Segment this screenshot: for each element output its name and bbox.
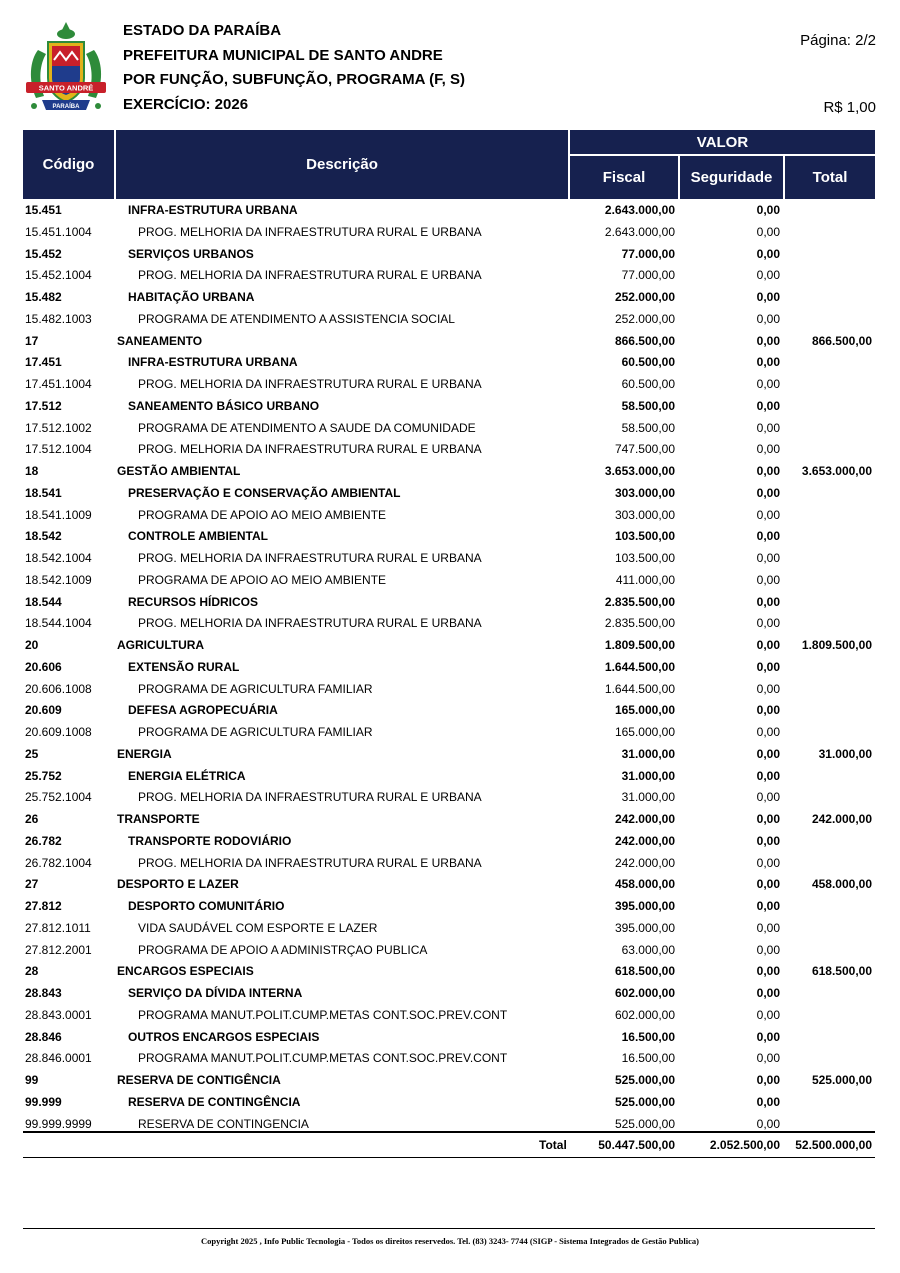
cell-descricao: PROGRAMA DE APOIO A ADMINISTRÇAO PUBLICA (138, 942, 428, 957)
cell-descricao: PROG. MELHORIA DA INFRAESTRUTURA RURAL E URBANA (138, 442, 482, 457)
cell-fiscal: 58.500,00 (621, 420, 675, 435)
report-header (123, 19, 465, 117)
cell-codigo: 28.843.0001 (25, 1007, 92, 1022)
table-row (23, 526, 875, 548)
cell-codigo: 18.542.1004 (25, 551, 92, 565)
cell-fiscal: 58.500,00 (621, 398, 675, 413)
cell-seguridade: 0,00 (756, 855, 780, 870)
cell-descricao: PROGRAMA DE APOIO AO MEIO AMBIENTE (138, 507, 387, 522)
cell-codigo: 15.452.1004 (25, 268, 92, 283)
total-row (23, 1134, 875, 1156)
cell-descricao: ENCARGOS ESPECIAIS (117, 964, 254, 979)
cell-fiscal: 60.500,00 (621, 377, 675, 391)
cell-codigo: 17 (25, 333, 39, 348)
table-row (23, 483, 875, 505)
cell-seguridade: 0,00 (756, 703, 780, 718)
cell-fiscal: 2.835.500,00 (604, 594, 675, 609)
footer-divider (23, 1228, 875, 1229)
cell-total: 866.500,00 (811, 333, 872, 348)
cell-descricao: OUTROS ENCARGOS ESPECIAIS (128, 1029, 320, 1044)
cell-descricao: SERVIÇOS URBANOS (128, 246, 254, 261)
cell-fiscal: 747.500,00 (614, 442, 675, 457)
table-body (23, 200, 875, 1135)
cell-codigo: 27.812 (25, 899, 62, 913)
table-row (23, 744, 875, 766)
cell-seguridade: 0,00 (756, 964, 780, 979)
cell-codigo: 20.609 (25, 703, 62, 718)
cell-seguridade: 0,00 (756, 1116, 780, 1131)
cell-fiscal: 103.500,00 (614, 529, 675, 544)
table-row (23, 874, 875, 896)
cell-seguridade: 0,00 (756, 768, 780, 783)
cell-seguridade: 0,00 (756, 899, 780, 913)
table-row (23, 635, 875, 657)
total-fiscal: 50.447.500,00 (598, 1138, 675, 1152)
cell-fiscal: 411.000,00 (615, 572, 675, 587)
cell-seguridade: 0,00 (756, 681, 780, 696)
cell-codigo: 99.999.9999 (25, 1116, 92, 1131)
cell-seguridade: 0,00 (756, 725, 780, 739)
cell-descricao: PROG. MELHORIA DA INFRAESTRUTURA RURAL E URBANA (138, 377, 482, 391)
table-row (23, 1005, 875, 1027)
cell-seguridade: 0,00 (756, 333, 780, 348)
table-row (23, 613, 875, 635)
col-header-codigo: Código (23, 130, 114, 199)
table-row (23, 1027, 875, 1049)
cell-descricao: PROG. MELHORIA DA INFRAESTRUTURA RURAL E URBANA (138, 268, 482, 283)
table-row (23, 396, 875, 418)
seal-banner-top: SANTO ANDRÉ (38, 83, 94, 93)
total-bottom-divider (23, 1157, 875, 1158)
table-row (23, 352, 875, 374)
cell-descricao: SERVIÇO DA DÍVIDA INTERNA (128, 986, 303, 1000)
table-row (23, 374, 875, 396)
cell-fiscal: 303.000,00 (614, 485, 675, 500)
cell-total: 3.653.000,00 (801, 464, 872, 478)
cell-codigo: 15.451.1004 (25, 224, 92, 239)
cell-seguridade: 0,00 (756, 1073, 780, 1087)
cell-fiscal: 525.000,00 (614, 1094, 675, 1109)
cell-descricao: PROGRAMA DE ATENDIMENTO A ASSISTENCIA SOCIAL (138, 311, 455, 326)
cell-codigo: 20.609.1008 (25, 725, 92, 739)
cell-descricao: DESPORTO COMUNITÁRIO (128, 899, 285, 913)
cell-fiscal: 16.500,00 (621, 1029, 675, 1044)
cell-seguridade: 0,00 (756, 659, 780, 674)
cell-seguridade: 0,00 (756, 594, 780, 609)
table-row (23, 461, 875, 483)
cell-codigo: 18.541 (25, 485, 62, 500)
cell-codigo: 26.782 (25, 833, 62, 848)
table-row (23, 918, 875, 940)
cell-total: 242.000,00 (811, 812, 872, 826)
cell-seguridade: 0,00 (756, 551, 780, 565)
cell-total: 1.809.500,00 (801, 638, 872, 652)
cell-fiscal: 602.000,00 (614, 1007, 675, 1022)
cell-fiscal: 242.000,00 (614, 855, 675, 870)
cell-seguridade: 0,00 (756, 1051, 780, 1066)
cell-seguridade: 0,00 (756, 246, 780, 261)
table-row (23, 200, 875, 222)
cell-fiscal: 77.000,00 (621, 268, 675, 283)
cell-codigo: 18 (25, 464, 39, 478)
total-divider (23, 1131, 875, 1133)
cell-fiscal: 60.500,00 (621, 355, 675, 370)
cell-codigo: 20.606 (25, 659, 62, 674)
copyright-text: Copyright 2025 , Info Public Tecnologia - Todos os direitos reservedos. Tel. (83) 3243- 7744 (SIGP - Sistema Integrados de Gestão Publica) (201, 1236, 699, 1246)
cell-codigo: 28.846.0001 (25, 1051, 92, 1066)
cell-fiscal: 303.000,00 (614, 507, 675, 522)
cell-codigo: 17.451 (25, 355, 62, 370)
cell-seguridade: 0,00 (756, 1029, 780, 1044)
cell-fiscal: 395.000,00 (614, 899, 675, 913)
cell-seguridade: 0,00 (756, 942, 780, 957)
cell-codigo: 99 (25, 1073, 39, 1087)
cell-seguridade: 0,00 (756, 877, 780, 892)
cell-seguridade: 0,00 (756, 224, 780, 239)
cell-descricao: RECURSOS HÍDRICOS (128, 594, 259, 609)
cell-fiscal: 16.500,00 (621, 1051, 675, 1066)
cell-codigo: 18.542.1009 (25, 572, 92, 587)
cell-seguridade: 0,00 (756, 290, 780, 304)
table-row (23, 940, 875, 962)
currency-unit: R$ 1,00 (823, 99, 876, 116)
cell-seguridade: 0,00 (756, 920, 780, 935)
table-row (23, 766, 875, 788)
col-header-valor: VALOR (570, 130, 875, 154)
cell-codigo: 18.544 (25, 594, 62, 609)
table-row (23, 722, 875, 744)
col-header-fiscal: Fiscal (570, 156, 678, 199)
cell-seguridade: 0,00 (756, 790, 780, 805)
table-row (23, 505, 875, 527)
cell-descricao: TRANSPORTE (117, 812, 200, 826)
cell-seguridade: 0,00 (756, 268, 780, 283)
cell-descricao: PROGRAMA MANUT.POLIT.CUMP.METAS CONT.SOC.PREV.CONT (138, 1007, 508, 1022)
cell-seguridade: 0,00 (756, 986, 780, 1000)
table-row (23, 309, 875, 331)
cell-descricao: PROG. MELHORIA DA INFRAESTRUTURA RURAL E URBANA (138, 551, 482, 565)
table-row (23, 961, 875, 983)
cell-descricao: INFRA-ESTRUTURA URBANA (128, 355, 298, 370)
cell-seguridade: 0,00 (756, 420, 780, 435)
cell-codigo: 15.482.1003 (25, 311, 92, 326)
cell-seguridade: 0,00 (756, 464, 780, 478)
header-state: ESTADO DA PARAÍBA (123, 22, 282, 39)
total-total: 52.500.000,00 (795, 1138, 872, 1152)
cell-descricao: PROGRAMA DE AGRICULTURA FAMILIAR (138, 725, 373, 739)
col-header-descricao: Descrição (116, 130, 568, 199)
cell-codigo: 25.752.1004 (25, 790, 92, 805)
cell-seguridade: 0,00 (756, 203, 780, 217)
cell-fiscal: 2.643.000,00 (604, 224, 675, 239)
cell-codigo: 18.541.1009 (25, 507, 92, 522)
cell-codigo: 17.512.1004 (25, 442, 92, 457)
cell-seguridade: 0,00 (756, 616, 780, 631)
table-row (23, 657, 875, 679)
cell-seguridade: 0,00 (756, 572, 780, 587)
cell-seguridade: 0,00 (756, 442, 780, 457)
col-header-total: Total (785, 156, 875, 199)
cell-seguridade: 0,00 (756, 311, 780, 326)
cell-seguridade: 0,00 (756, 355, 780, 370)
table-row (23, 787, 875, 809)
cell-codigo: 15.452 (25, 246, 62, 261)
cell-total: 618.500,00 (811, 964, 872, 979)
cell-fiscal: 242.000,00 (614, 812, 675, 826)
cell-descricao: SANEAMENTO BÁSICO URBANO (128, 398, 320, 413)
cell-fiscal: 866.500,00 (614, 333, 675, 348)
cell-codigo: 17.512 (25, 398, 62, 413)
header-report-type: POR FUNÇÃO, SUBFUNÇÃO, PROGRAMA (F, S) (123, 71, 465, 88)
table-row (23, 244, 875, 266)
municipal-seal (20, 20, 112, 114)
cell-seguridade: 0,00 (756, 638, 780, 652)
cell-seguridade: 0,00 (756, 507, 780, 522)
cell-descricao: HABITAÇÃO URBANA (128, 290, 255, 304)
cell-descricao: RESERVA DE CONTINGÊNCIA (128, 1094, 301, 1109)
cell-descricao: PROG. MELHORIA DA INFRAESTRUTURA RURAL E URBANA (138, 855, 482, 870)
table-row (23, 1070, 875, 1092)
cell-codigo: 17.451.1004 (25, 377, 92, 391)
cell-fiscal: 1.809.500,00 (604, 638, 675, 652)
cell-codigo: 26 (25, 812, 39, 826)
cell-seguridade: 0,00 (756, 1007, 780, 1022)
table-row (23, 1092, 875, 1114)
cell-codigo: 20 (25, 638, 39, 652)
cell-fiscal: 3.653.000,00 (604, 464, 675, 478)
cell-fiscal: 165.000,00 (614, 725, 675, 739)
cell-fiscal: 252.000,00 (614, 290, 675, 304)
cell-codigo: 17.512.1002 (25, 420, 92, 435)
table-row (23, 265, 875, 287)
cell-descricao: PROGRAMA DE AGRICULTURA FAMILIAR (138, 681, 373, 696)
cell-codigo: 28.843 (25, 986, 62, 1000)
cell-descricao: ENERGIA ELÉTRICA (128, 768, 246, 783)
table-row (23, 439, 875, 461)
table-row (23, 896, 875, 918)
cell-codigo: 15.451 (25, 203, 62, 217)
cell-fiscal: 2.835.500,00 (604, 616, 675, 631)
header-fiscal-year: EXERCÍCIO: 2026 (123, 95, 249, 113)
cell-codigo: 27.812.1011 (25, 920, 91, 935)
cell-descricao: PROG. MELHORIA DA INFRAESTRUTURA RURAL E URBANA (138, 224, 482, 239)
cell-seguridade: 0,00 (756, 833, 780, 848)
header-municipality: PREFEITURA MUNICIPAL DE SANTO ANDRE (123, 46, 443, 64)
cell-descricao: RESERVA DE CONTINGENCIA (138, 1116, 309, 1131)
table-row (23, 700, 875, 722)
cell-fiscal: 31.000,00 (621, 790, 675, 805)
page-number: Página: 2/2 (800, 32, 876, 49)
cell-descricao: TRANSPORTE RODOVIÁRIO (128, 833, 292, 848)
cell-fiscal: 602.000,00 (614, 986, 675, 1000)
cell-descricao: PROGRAMA MANUT.POLIT.CUMP.METAS CONT.SOC.PREV.CONT (138, 1051, 508, 1066)
cell-codigo: 99.999 (25, 1094, 62, 1109)
cell-descricao: PROGRAMA DE ATENDIMENTO A SAUDE DA COMUNIDADE (138, 420, 476, 435)
total-label: Total (539, 1138, 567, 1152)
cell-codigo: 27.812.2001 (25, 942, 92, 957)
cell-codigo: 15.482 (25, 290, 62, 304)
cell-fiscal: 103.500,00 (614, 551, 675, 565)
table-row (23, 1048, 875, 1070)
cell-codigo: 28 (25, 964, 39, 979)
table-row (23, 287, 875, 309)
cell-fiscal: 525.000,00 (614, 1073, 675, 1087)
cell-descricao: SANEAMENTO (117, 333, 203, 348)
cell-fiscal: 2.643.000,00 (604, 203, 675, 217)
cell-fiscal: 525.000,00 (614, 1116, 675, 1131)
cell-seguridade: 0,00 (756, 812, 780, 826)
cell-descricao: ENERGIA (117, 746, 172, 761)
cell-fiscal: 1.644.500,00 (604, 681, 675, 696)
cell-fiscal: 252.000,00 (614, 311, 675, 326)
table-row (23, 418, 875, 440)
cell-descricao: DESPORTO E LAZER (117, 877, 239, 892)
cell-descricao: PROG. MELHORIA DA INFRAESTRUTURA RURAL E URBANA (138, 616, 482, 631)
table-row (23, 222, 875, 244)
cell-descricao: PROG. MELHORIA DA INFRAESTRUTURA RURAL E URBANA (138, 790, 482, 805)
table-row (23, 679, 875, 701)
cell-seguridade: 0,00 (756, 1094, 780, 1109)
cell-codigo: 25 (25, 746, 39, 761)
cell-seguridade: 0,00 (756, 377, 780, 391)
cell-descricao: EXTENSÃO RURAL (128, 659, 240, 674)
table-row (23, 831, 875, 853)
cell-descricao: DEFESA AGROPECUÁRIA (128, 703, 278, 718)
table-row (23, 983, 875, 1005)
cell-descricao: PROGRAMA DE APOIO AO MEIO AMBIENTE (138, 572, 387, 587)
total-seguridade: 2.052.500,00 (709, 1138, 780, 1152)
cell-fiscal: 31.000,00 (621, 768, 675, 783)
table-row (23, 548, 875, 570)
cell-fiscal: 1.644.500,00 (604, 659, 675, 674)
cell-descricao: CONTROLE AMBIENTAL (128, 529, 268, 544)
cell-codigo: 18.544.1004 (25, 616, 92, 631)
table-row (23, 331, 875, 353)
table-row (23, 570, 875, 592)
cell-codigo: 28.846 (25, 1029, 62, 1044)
cell-fiscal: 618.500,00 (614, 964, 675, 979)
seal-banner-bottom: PARAÍBA (52, 104, 80, 110)
cell-fiscal: 63.000,00 (621, 942, 675, 957)
cell-fiscal: 165.000,00 (614, 703, 675, 718)
col-header-seguridade: Seguridade (680, 156, 783, 199)
cell-codigo: 26.782.1004 (25, 855, 92, 870)
cell-fiscal: 395.000,00 (614, 920, 675, 935)
cell-total: 458.000,00 (811, 877, 872, 892)
cell-seguridade: 0,00 (756, 398, 780, 413)
cell-descricao: VIDA SAUDÁVEL COM ESPORTE E LAZER (138, 920, 378, 935)
cell-seguridade: 0,00 (756, 485, 780, 500)
cell-fiscal: 77.000,00 (621, 246, 675, 261)
cell-total: 31.000,00 (818, 746, 872, 761)
table-row (23, 853, 875, 875)
cell-seguridade: 0,00 (756, 746, 780, 761)
cell-seguridade: 0,00 (756, 529, 780, 544)
table-row (23, 809, 875, 831)
cell-fiscal: 242.000,00 (614, 833, 675, 848)
cell-descricao: PRESERVAÇÃO E CONSERVAÇÃO AMBIENTAL (128, 485, 401, 500)
cell-fiscal: 458.000,00 (614, 877, 675, 892)
cell-fiscal: 31.000,00 (621, 746, 675, 761)
cell-codigo: 25.752 (25, 768, 62, 783)
cell-codigo: 18.542 (25, 529, 62, 544)
cell-descricao: AGRICULTURA (117, 638, 205, 652)
cell-total: 525.000,00 (811, 1073, 872, 1087)
cell-descricao: GESTÃO AMBIENTAL (117, 464, 241, 478)
cell-codigo: 27 (25, 877, 39, 892)
cell-descricao: INFRA-ESTRUTURA URBANA (128, 203, 298, 217)
cell-descricao: RESERVA DE CONTIGÊNCIA (117, 1073, 281, 1087)
table-row (23, 592, 875, 614)
cell-codigo: 20.606.1008 (25, 681, 92, 696)
